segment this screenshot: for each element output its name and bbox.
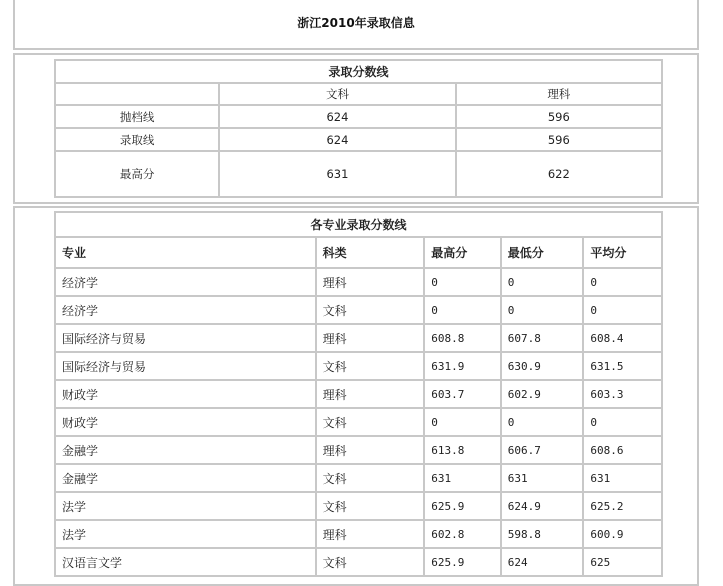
max-cell: 608.8: [425, 325, 499, 351]
cutoff-caption-row: [56, 61, 661, 82]
avg-cell: 0: [584, 269, 661, 295]
min-cell: 606.7: [502, 437, 583, 463]
cutoff-row-wenke: 631: [220, 152, 454, 196]
header-min: 最低分: [502, 238, 583, 267]
major-cell: 法学: [56, 521, 315, 547]
min-cell: 0: [502, 269, 583, 295]
table-row: [56, 325, 661, 351]
min-cell: 630.9: [502, 353, 583, 379]
type-cell: 理科: [317, 521, 424, 547]
min-cell: 598.8: [502, 521, 583, 547]
cutoff-header-wenke: 文科: [220, 84, 454, 104]
major-cell: 法学: [56, 493, 315, 519]
table-row: [56, 521, 661, 547]
max-cell: 613.8: [425, 437, 499, 463]
cutoff-row: [56, 129, 661, 150]
avg-cell: 0: [584, 409, 661, 435]
avg-cell: 631: [584, 465, 661, 491]
type-cell: 理科: [317, 437, 424, 463]
max-cell: 603.7: [425, 381, 499, 407]
cutoff-row: [56, 106, 661, 127]
max-cell: 602.8: [425, 521, 499, 547]
cutoff-row-wenke: 624: [220, 106, 454, 127]
avg-cell: 0: [584, 297, 661, 323]
cutoff-header-row: [56, 84, 661, 104]
avg-cell: 631.5: [584, 353, 661, 379]
table-row: [56, 437, 661, 463]
cutoff-row-like: 596: [457, 129, 661, 150]
avg-cell: 603.3: [584, 381, 661, 407]
avg-cell: 625.2: [584, 493, 661, 519]
table-row: [56, 409, 661, 435]
avg-cell: 608.4: [584, 325, 661, 351]
cutoff-header-blank: [56, 84, 218, 104]
cutoff-row-label: 最高分: [56, 152, 218, 196]
major-panel: [13, 206, 699, 586]
avg-cell: 625: [584, 549, 661, 575]
table-row: [56, 353, 661, 379]
major-cell: 金融学: [56, 465, 315, 491]
min-cell: 0: [502, 297, 583, 323]
min-cell: 607.8: [502, 325, 583, 351]
cutoff-header-like: 理科: [457, 84, 661, 104]
avg-cell: 608.6: [584, 437, 661, 463]
cutoff-row-like: 622: [457, 152, 661, 196]
min-cell: 624.9: [502, 493, 583, 519]
major-cell: 经济学: [56, 269, 315, 295]
max-cell: 631.9: [425, 353, 499, 379]
max-cell: 0: [425, 297, 499, 323]
max-cell: 631: [425, 465, 499, 491]
max-cell: 0: [425, 409, 499, 435]
page-title: 浙江2010年录取信息: [297, 16, 415, 30]
major-table-body: [56, 269, 661, 575]
cutoff-caption: 录取分数线: [56, 61, 661, 82]
major-cell: 财政学: [56, 409, 315, 435]
type-cell: 文科: [317, 549, 424, 575]
cutoff-row-wenke: 624: [220, 129, 454, 150]
type-cell: 理科: [317, 325, 424, 351]
cutoff-table: [54, 59, 663, 198]
major-caption: 各专业录取分数线: [56, 213, 661, 236]
major-cell: 国际经济与贸易: [56, 325, 315, 351]
cutoff-row-label: 抛档线: [56, 106, 218, 127]
cutoff-panel: [13, 53, 699, 204]
header-avg: 平均分: [584, 238, 661, 267]
major-cell: 经济学: [56, 297, 315, 323]
type-cell: 文科: [317, 353, 424, 379]
type-cell: 文科: [317, 465, 424, 491]
title-panel: [13, 0, 699, 50]
max-cell: 625.9: [425, 493, 499, 519]
major-cell: 汉语言文学: [56, 549, 315, 575]
cutoff-row-like: 596: [457, 106, 661, 127]
major-header-row: [56, 238, 661, 267]
type-cell: 文科: [317, 409, 424, 435]
major-cell: 财政学: [56, 381, 315, 407]
max-cell: 625.9: [425, 549, 499, 575]
table-row: [56, 465, 661, 491]
min-cell: 0: [502, 409, 583, 435]
table-row: [56, 381, 661, 407]
major-cell: 国际经济与贸易: [56, 353, 315, 379]
min-cell: 624: [502, 549, 583, 575]
major-cell: 金融学: [56, 437, 315, 463]
max-cell: 0: [425, 269, 499, 295]
header-type: 科类: [317, 238, 424, 267]
major-table: [54, 211, 663, 577]
type-cell: 理科: [317, 269, 424, 295]
table-row: [56, 549, 661, 575]
cutoff-row-label: 录取线: [56, 129, 218, 150]
table-row: [56, 269, 661, 295]
min-cell: 602.9: [502, 381, 583, 407]
type-cell: 理科: [317, 381, 424, 407]
avg-cell: 600.9: [584, 521, 661, 547]
major-caption-row: [56, 213, 661, 236]
header-max: 最高分: [425, 238, 499, 267]
table-row: [56, 297, 661, 323]
min-cell: 631: [502, 465, 583, 491]
type-cell: 文科: [317, 297, 424, 323]
table-row: [56, 493, 661, 519]
header-major: 专业: [56, 238, 315, 267]
type-cell: 文科: [317, 493, 424, 519]
cutoff-row: [56, 152, 661, 196]
